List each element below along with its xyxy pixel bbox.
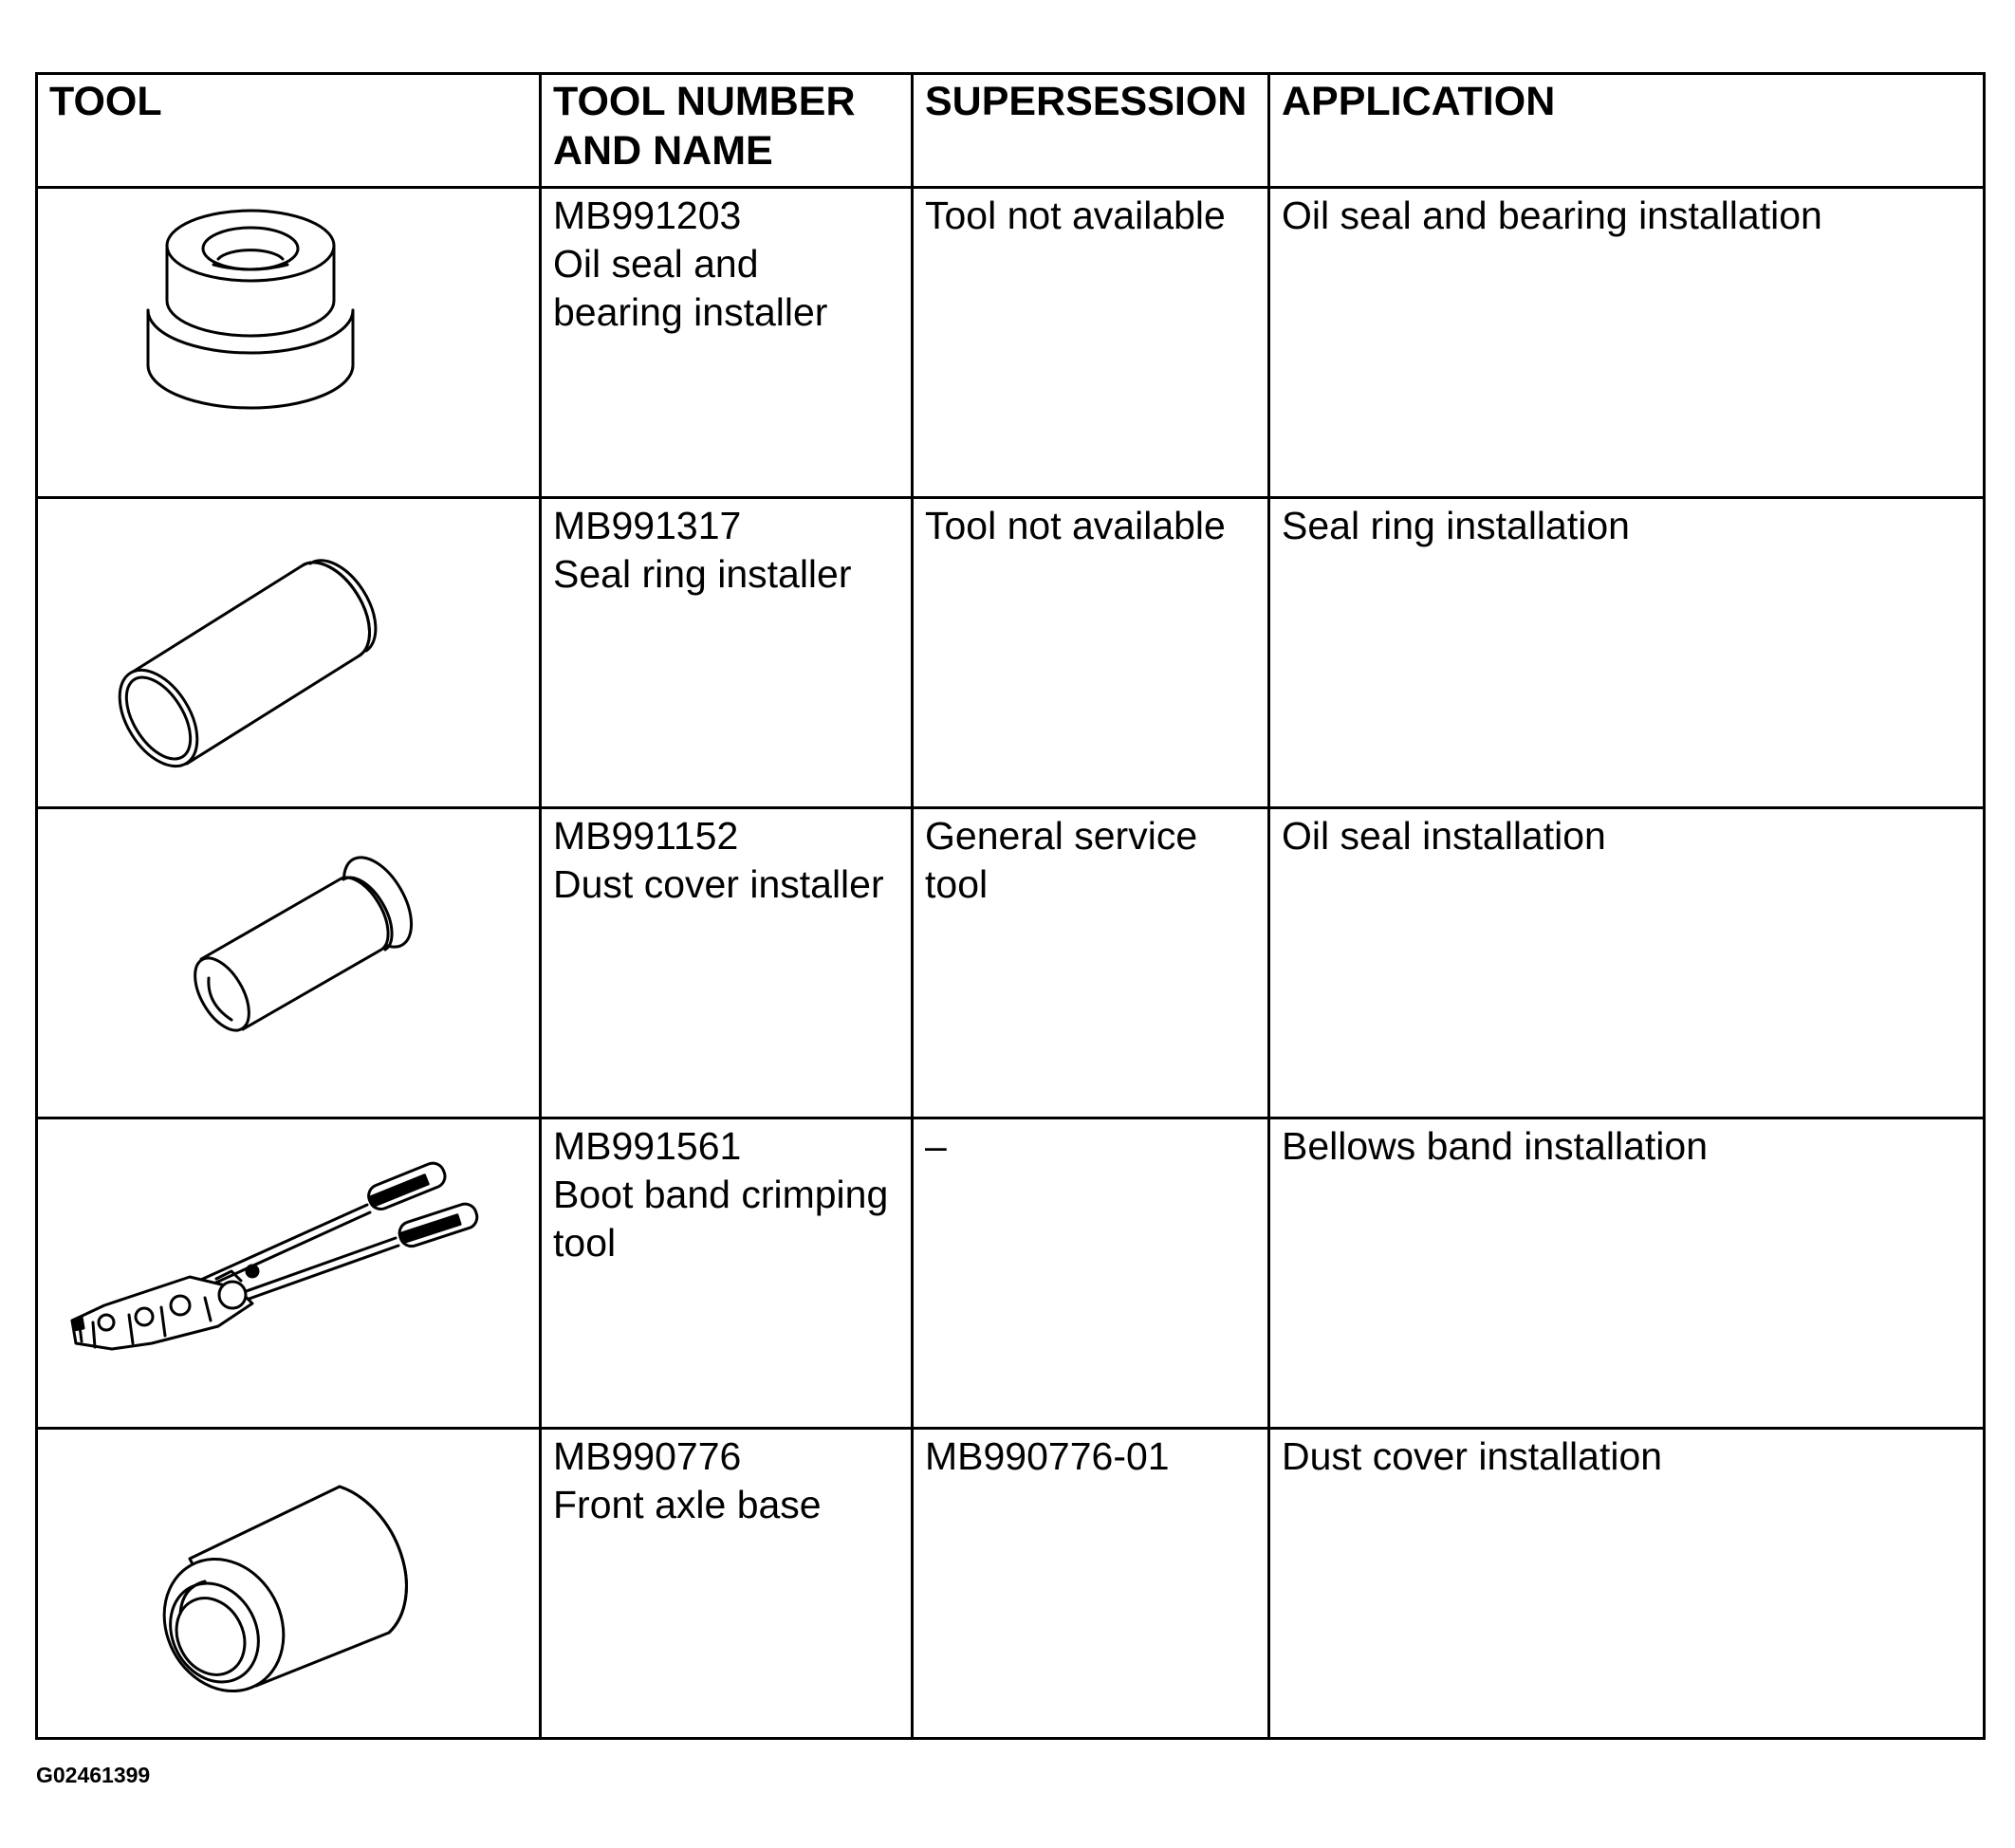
header-row — [37, 74, 1985, 188]
table-row — [37, 808, 1985, 1118]
seal-ring-installer-icon — [38, 499, 539, 806]
front-axle-base-icon — [38, 1430, 539, 1737]
dust-cover-installer-icon — [38, 809, 539, 1117]
table-row — [37, 498, 1985, 808]
tool-number-name-cell: MB991203 Oil seal and bearing installer — [541, 188, 913, 498]
tool-illustration-cell — [37, 498, 541, 808]
supersession-cell: Tool not available — [913, 188, 1269, 498]
supersession-cell: Tool not available — [913, 498, 1269, 808]
header-application: APPLICATION — [1269, 74, 1985, 188]
table-row — [37, 1118, 1985, 1429]
table-row — [37, 188, 1985, 498]
oil-seal-bearing-installer-icon — [38, 189, 539, 496]
application-cell: Bellows band installation — [1269, 1118, 1985, 1429]
tool-illustration-cell — [37, 1429, 541, 1739]
application-cell: Dust cover installation — [1269, 1429, 1985, 1739]
tool-number-name-cell: MB990776 Front axle base — [541, 1429, 913, 1739]
application-cell: Oil seal and bearing installation — [1269, 188, 1985, 498]
tool-illustration-cell — [37, 1118, 541, 1429]
tool-number-name-cell: MB991561 Boot band crimping tool — [541, 1118, 913, 1429]
figure-id: G02461399 — [36, 1763, 151, 1787]
tool-number-name-cell: MB991317 Seal ring installer — [541, 498, 913, 808]
table-row — [37, 1429, 1985, 1739]
application-cell: Oil seal installation — [1269, 808, 1985, 1118]
header-tool-number-and-name: TOOL NUMBER AND NAME — [541, 74, 913, 188]
supersession-cell: General service tool — [913, 808, 1269, 1118]
tool-number-name-cell: MB991152 Dust cover installer — [541, 808, 913, 1118]
header-tool: TOOL — [37, 74, 541, 188]
supersession-cell: – — [913, 1118, 1269, 1429]
special-tools-table — [35, 72, 1986, 1740]
header-supersession: SUPERSESSION — [913, 74, 1269, 188]
supersession-cell: MB990776-01 — [913, 1429, 1269, 1739]
application-cell: Seal ring installation — [1269, 498, 1985, 808]
boot-band-crimping-tool-icon — [38, 1119, 539, 1427]
tool-illustration-cell — [37, 808, 541, 1118]
tool-illustration-cell — [37, 188, 541, 498]
